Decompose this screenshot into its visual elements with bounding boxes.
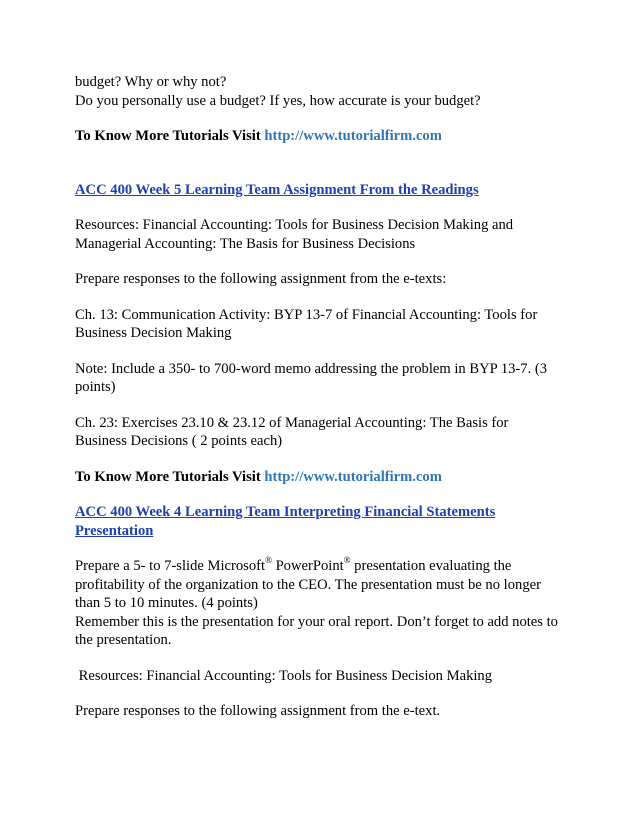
text-segment: presentation evaluating the bbox=[350, 558, 512, 574]
text-line: Ch. 13: Communication Activity: BYP 13-7 of Financial Accounting: Tools for bbox=[75, 306, 538, 323]
text-line: Remember this is the presentation for your oral report. Don’t forget to add notes to bbox=[75, 613, 558, 630]
text-line: Business Decisions ( 2 points each) bbox=[75, 433, 283, 449]
registered-mark: ® bbox=[265, 555, 272, 566]
text-line: profitability of the organization to the CEO. The presentation must be no longer bbox=[75, 576, 541, 593]
text-line: Ch. 23: Exercises 23.10 & 23.12 of Managerial Accounting: The Basis for bbox=[75, 414, 509, 431]
heading-link[interactable]: Presentation bbox=[75, 522, 154, 539]
paragraph-prepare bbox=[75, 270, 575, 289]
text-line: Resources: Financial Accounting: Tools for Business Decision Making bbox=[75, 667, 493, 684]
promo-link[interactable]: http://www.tutorialfirm.com bbox=[264, 468, 442, 485]
text-segment: Prepare a 5- to 7-slide Microsoft bbox=[75, 558, 266, 574]
paragraph-note bbox=[75, 360, 575, 397]
heading-link[interactable]: ACC 400 Week 5 Learning Team Assignment From the Readings bbox=[75, 181, 479, 198]
document-page bbox=[75, 73, 575, 721]
promo-link[interactable]: http://www.tutorialfirm.com bbox=[264, 128, 442, 144]
text-line: points) bbox=[75, 379, 116, 395]
paragraph-ch23 bbox=[75, 414, 575, 451]
paragraph-budget-questions bbox=[75, 73, 575, 110]
tutorial-promo-1 bbox=[75, 127, 575, 146]
text-line: Note: Include a 350- to 700-word memo addressing the problem in BYP 13-7. (3 bbox=[75, 360, 548, 377]
paragraph-presentation bbox=[75, 557, 575, 650]
tutorial-promo-2 bbox=[75, 468, 575, 487]
text-line bbox=[75, 557, 575, 576]
promo-label: To Know More Tutorials Visit bbox=[75, 128, 265, 144]
text-line: Do you personally use a budget? If yes, how accurate is your budget? bbox=[75, 92, 481, 109]
text-line: Managerial Accounting: The Basis for Business Decisions bbox=[75, 235, 416, 252]
heading-link[interactable]: ACC 400 Week 4 Learning Team Interpreting Financial Statements bbox=[75, 504, 496, 520]
section-heading-week4[interactable] bbox=[75, 503, 575, 540]
text-line: the presentation. bbox=[75, 632, 172, 648]
text-line: than 5 to 10 minutes. (4 points) bbox=[75, 595, 258, 611]
promo-label: To Know More Tutorials Visit bbox=[75, 468, 265, 485]
text-line: Business Decision Making bbox=[75, 325, 232, 341]
text-line: budget? Why or why not? bbox=[75, 74, 227, 90]
section-heading-week5[interactable] bbox=[75, 181, 575, 200]
text-line: Prepare responses to the following assignment from the e-text. bbox=[75, 703, 441, 719]
paragraph-resources-2 bbox=[75, 667, 575, 686]
text-line: Resources: Financial Accounting: Tools for Business Decision Making and bbox=[75, 217, 514, 233]
paragraph-prepare-etext bbox=[75, 702, 575, 721]
text-line: Prepare responses to the following assignment from the e-texts: bbox=[75, 271, 447, 287]
registered-mark: ® bbox=[343, 555, 351, 566]
paragraph-resources bbox=[75, 216, 575, 253]
paragraph-ch13 bbox=[75, 306, 575, 343]
text-segment: PowerPoint bbox=[271, 558, 344, 574]
